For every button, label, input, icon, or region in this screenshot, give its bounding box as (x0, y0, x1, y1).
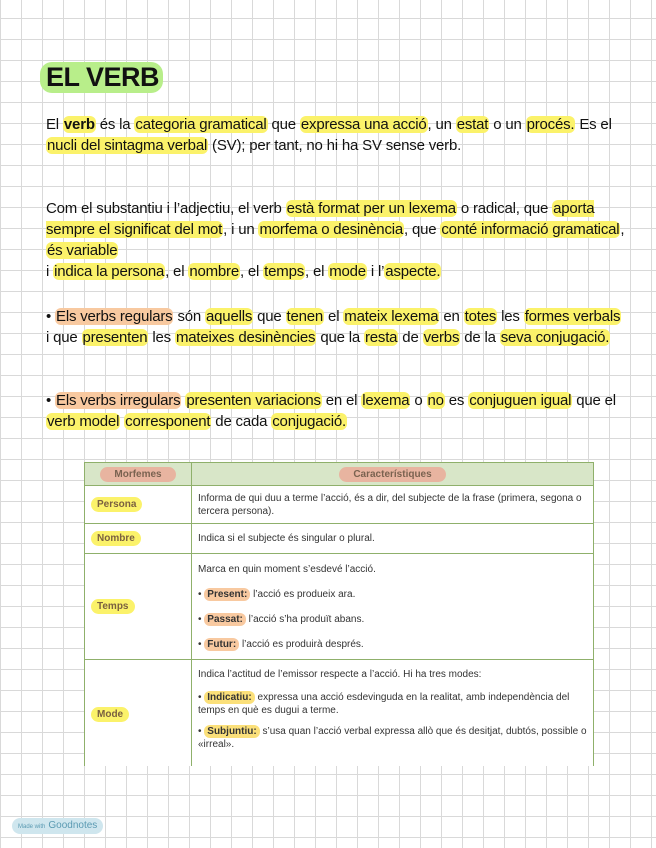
temps-futur: • Futur: l’acció es produirà després. (198, 638, 364, 650)
paragraph-definition: El verb és la categoria gramatical que expressa una acció, un estat o un procés. Es el nucli del sintagma verbal (SV); per tant, no hi ha SV sense verb. (46, 116, 612, 154)
paragraph-regular-verbs: • Els verbs regulars són aquells que tenen el mateix lexema en totes les formes verbals i que presenten les mateixes desinències que la resta de verbs de la seva conjugació. (46, 308, 621, 346)
table-row-mode (85, 660, 594, 767)
paragraph-structure: Com el substantiu i l’adjectiu, el verb està format per un lexema o radical, que aporta sempre el significat del mot, i un morfema o desinència, que conté informació gramatical, és variable i indica la persona, el nombre, el temps, el mode i l’aspecte. (46, 200, 625, 280)
row-key-temps: Temps (91, 599, 135, 614)
paragraph-irregular-verbs: • Els verbs irregulars presenten variacions en el lexema o no es conjuguen igual que el verb model corresponent de cada conjugació. (46, 392, 616, 430)
table-header-caracteristiques: Característiques (192, 463, 594, 486)
mode-intro: Indica l’actitud de l’emissor respecte a l’acció. Hi ha tres modes: (198, 669, 482, 680)
morphemes-table (84, 462, 594, 766)
row-key-mode: Mode (91, 707, 129, 722)
goodnotes-badge[interactable] (12, 818, 103, 834)
row-key-nombre: Nombre (91, 531, 141, 546)
row-key-persona: Persona (91, 497, 142, 512)
mode-subjuntiu: • Subjuntiu: s’usa quan l’acció verbal expressa allò que és desitjat, dubtós, possible o «irreal». (198, 726, 587, 750)
temps-intro: Marca en quin moment s’esdevé l’acció. (198, 563, 376, 575)
mode-indicatiu: • Indicatiu: expressa una acció esdevinguda en la realitat, amb independència del temps en què es dugui a terme. (198, 692, 570, 716)
table-row-persona (85, 486, 594, 524)
temps-present: • Present: l’acció es produeix ara. (198, 588, 356, 600)
row-text-nombre: Indica si el subjecte és singular o plural. (192, 524, 594, 554)
table-row-temps (85, 554, 594, 660)
row-text-persona: Informa de qui duu a terme l’acció, és a dir, del subjecte de la frase (primera, segona o tercera persona). (192, 486, 594, 524)
temps-passat: • Passat: l’acció s’ha produït abans. (198, 613, 365, 625)
page-title: EL VERB (40, 62, 163, 93)
footer-brand: Goodnotes (48, 820, 98, 831)
table-header-morfemes: Morfemes (85, 463, 192, 486)
table-row-nombre (85, 524, 594, 554)
footer-made-with: Made with (18, 824, 46, 830)
